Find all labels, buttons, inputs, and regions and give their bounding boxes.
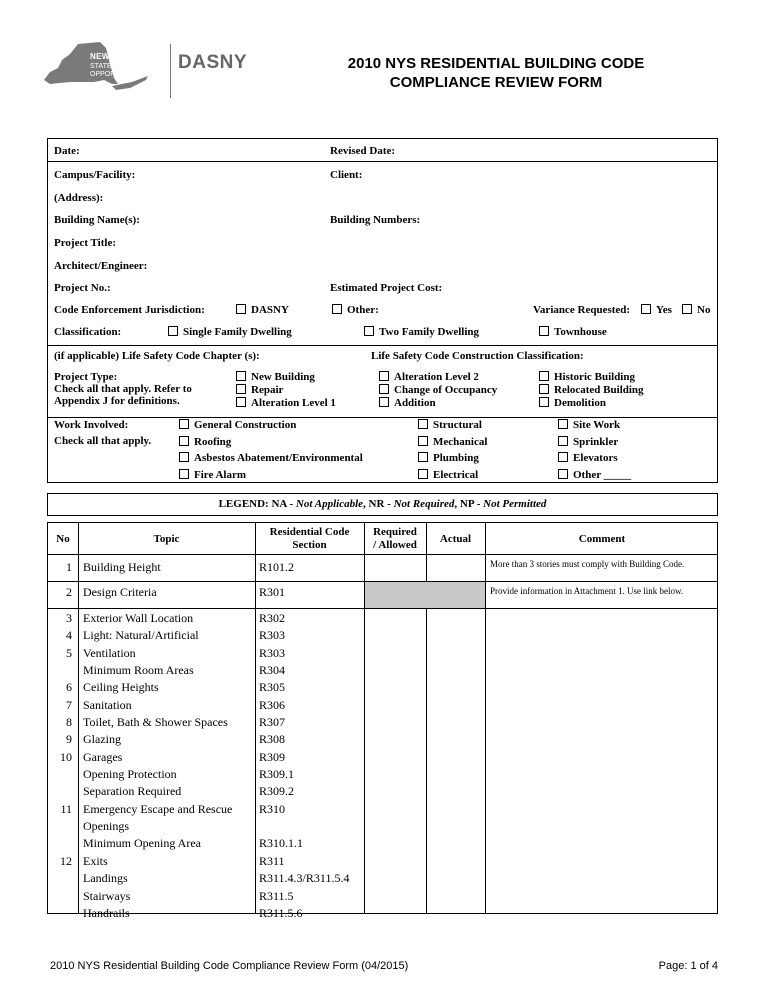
row-comment: More than 3 stories must comply with Building Code.	[490, 559, 685, 569]
row-topic: Glazing	[83, 732, 121, 747]
project-type-option[interactable]: Demolition	[539, 397, 644, 410]
col-topic-header: Topic	[153, 533, 180, 545]
jurisdiction-dasny-option[interactable]: DASNY	[236, 304, 289, 316]
checkbox[interactable]	[539, 371, 549, 381]
table-row	[48, 888, 717, 905]
address-label: (Address):	[54, 192, 104, 204]
row-number: 9	[66, 732, 72, 747]
row-topic: Emergency Escape and Rescue	[83, 801, 233, 816]
checkbox[interactable]	[379, 397, 389, 407]
table-row	[48, 610, 717, 627]
checkbox[interactable]	[418, 419, 428, 429]
row-section: R311	[259, 853, 285, 868]
work-option[interactable]: Asbestos Abatement/Environmental	[179, 450, 363, 467]
table-row	[48, 627, 717, 644]
checkbox[interactable]	[539, 397, 549, 407]
row-section: R305	[259, 680, 286, 695]
project-type-option[interactable]: Repair	[236, 384, 336, 397]
checkbox[interactable]	[236, 397, 246, 407]
logo-dasny: DASNY	[178, 52, 248, 73]
lsc-construction-label: Life Safety Code Construction Classification:	[371, 350, 584, 362]
row-number: 1	[66, 560, 72, 574]
legend-na: Not Applicable	[295, 498, 364, 510]
table-row	[48, 783, 717, 800]
work-option[interactable]: Roofing	[179, 434, 363, 451]
col-required-header: Required	[373, 526, 417, 538]
project-type-label: Project Type:	[54, 371, 118, 383]
row-section: R301	[259, 585, 286, 599]
checkbox[interactable]	[418, 436, 428, 446]
table-row	[48, 679, 717, 696]
page-number: Page: 1 of 4	[658, 960, 718, 972]
work-option[interactable]: Plumbing	[418, 450, 487, 467]
class-single-option[interactable]: Single Family Dwelling	[168, 326, 292, 338]
footer-form-title: 2010 NYS Residential Building Code Compliance Review Form (04/2015)	[50, 960, 409, 972]
logo-divider	[170, 44, 171, 98]
client-label: Client:	[330, 169, 363, 181]
row-topic: Toilet, Bath & Shower Spaces	[83, 715, 228, 730]
col-actual-header: Actual	[439, 533, 472, 545]
campus-label: Campus/Facility:	[54, 169, 136, 181]
row-topic: Exterior Wall Location	[83, 611, 194, 625]
row-section: R310.1.1	[259, 836, 304, 851]
checkbox[interactable]	[179, 436, 189, 446]
table-row	[48, 853, 717, 870]
checkbox[interactable]	[682, 304, 692, 314]
logo	[40, 38, 255, 100]
row-section: R304	[259, 663, 286, 678]
row-topic: Design Criteria	[83, 585, 157, 599]
col-comment-header: Comment	[578, 533, 626, 545]
work-option[interactable]: Sprinkler	[558, 434, 631, 451]
project-type-option[interactable]: Historic Building	[539, 371, 644, 384]
col-no-header: No	[56, 533, 70, 545]
table-row	[48, 697, 717, 714]
checkbox[interactable]	[179, 469, 189, 479]
row-section: R309.1	[259, 767, 295, 782]
architect-label: Architect/Engineer:	[54, 260, 148, 272]
table-row	[48, 645, 717, 662]
checkbox[interactable]	[236, 384, 246, 394]
checkbox[interactable]	[418, 469, 428, 479]
legend-np: Not Permitted	[483, 498, 547, 510]
checkbox[interactable]	[539, 326, 549, 336]
row-section: R303	[259, 645, 286, 660]
checkbox[interactable]	[558, 419, 568, 429]
checkbox[interactable]	[179, 419, 189, 429]
row-number: 8	[66, 715, 72, 730]
row-section: R308	[259, 732, 286, 747]
row-section: R302	[259, 611, 286, 625]
project-no-label: Project No.:	[54, 282, 111, 294]
table-row	[48, 766, 717, 783]
table-row	[48, 662, 717, 679]
logo-opportunity: OPPORTUNITY.	[90, 71, 142, 78]
row-section: R303	[259, 628, 286, 643]
table-row	[48, 835, 717, 852]
row-topic: Ventilation	[83, 645, 136, 660]
row-topic: Stairways	[83, 888, 131, 903]
page-subtitle: COMPLIANCE REVIEW FORM	[389, 74, 603, 91]
jurisdiction-label: Code Enforcement Jurisdiction:	[54, 304, 205, 316]
legend-nr: Not Required	[393, 498, 455, 510]
page-title: 2010 NYS RESIDENTIAL BUILDING CODE	[347, 55, 645, 72]
row-number: 10	[60, 749, 72, 764]
col-section-header-2: Section	[292, 539, 327, 551]
logo-new-york: NEW YORK	[90, 52, 137, 61]
work-option[interactable]: Mechanical	[418, 434, 487, 451]
row-topic: Opening Protection	[83, 767, 177, 782]
row-topic: Openings	[83, 819, 129, 834]
variance-yes-option[interactable]: Yes	[641, 304, 672, 316]
estimated-cost-label: Estimated Project Cost:	[330, 282, 443, 294]
row-topic: Landings	[83, 871, 128, 886]
checkbox[interactable]	[558, 469, 568, 479]
work-option[interactable]: Fire Alarm	[179, 467, 363, 484]
row-topic: Handrails	[83, 905, 130, 920]
row-number: 11	[60, 801, 72, 816]
shaded-cell	[365, 582, 485, 608]
row-section: R311.4.3/R311.5.4	[259, 871, 350, 886]
building-numbers-label: Building Numbers:	[330, 214, 421, 226]
jurisdiction-other-option[interactable]: Other:	[332, 304, 379, 316]
row-section: R311.5.6	[259, 905, 303, 920]
project-type-option[interactable]: Relocated Building	[539, 384, 644, 397]
col-required-header-2: / Allowed	[373, 539, 417, 551]
row-topic: Garages	[83, 749, 123, 764]
project-type-option[interactable]: Alteration Level 1	[236, 397, 336, 410]
row-comment: Provide information in Attachment 1. Use link below.	[490, 586, 684, 596]
building-names-label: Building Name(s):	[54, 214, 140, 226]
row-number: 12	[60, 853, 72, 868]
variance-label: Variance Requested:	[533, 304, 631, 316]
row-topic: Sanitation	[83, 697, 132, 712]
row-section: R309.2	[259, 784, 295, 799]
checkbox[interactable]	[379, 371, 389, 381]
revised-date-label: Revised Date:	[330, 145, 396, 157]
project-type-hint-2: Appendix J for definitions.	[54, 395, 180, 407]
project-info-form	[47, 138, 718, 483]
table-row	[48, 731, 717, 748]
work-option[interactable]: Other _____	[558, 467, 631, 484]
row-topic: Light: Natural/Artificial	[83, 628, 199, 643]
table-row	[48, 801, 717, 818]
class-two-option[interactable]: Two Family Dwelling	[364, 326, 479, 338]
row-section: R307	[259, 715, 286, 730]
row-topic: Ceiling Heights	[83, 680, 159, 695]
checkbox[interactable]	[364, 326, 374, 336]
checkbox[interactable]	[558, 452, 568, 462]
checkbox[interactable]	[236, 304, 246, 314]
class-townhouse-option[interactable]: Townhouse	[539, 326, 607, 338]
project-type-option[interactable]: Alteration Level 2	[379, 371, 497, 384]
variance-no-option[interactable]: No	[682, 304, 710, 316]
checkbox[interactable]	[539, 384, 549, 394]
table-row	[48, 714, 717, 731]
checkbox[interactable]	[168, 326, 178, 336]
table-row	[48, 749, 717, 766]
project-type-option[interactable]: Addition	[379, 397, 497, 410]
checkbox[interactable]	[332, 304, 342, 314]
row-number: 3	[66, 611, 72, 625]
work-option[interactable]: Elevators	[558, 450, 631, 467]
checkbox[interactable]	[558, 436, 568, 446]
row-number: 4	[66, 628, 72, 643]
work-option[interactable]: Site Work	[558, 417, 631, 434]
project-type-option[interactable]: Change of Occupancy	[379, 384, 497, 397]
date-label: Date:	[54, 145, 80, 157]
checkbox[interactable]	[236, 371, 246, 381]
row-topic: Building Height	[83, 560, 161, 574]
checkbox[interactable]	[179, 452, 189, 462]
row-section: R101.2	[259, 560, 295, 574]
row-section: R310	[259, 801, 286, 816]
lsc-chapter-label: (if applicable) Life Safety Code Chapter (s):	[54, 350, 260, 362]
row-topic: Separation Required	[83, 784, 182, 799]
work-option[interactable]: Electrical	[418, 467, 487, 484]
row-topic: Minimum Room Areas	[83, 663, 194, 678]
row-section: R311.5	[259, 888, 294, 903]
project-type-hint: Check all that apply. Refer to	[54, 383, 192, 395]
compliance-table	[47, 522, 718, 920]
row-section: R309	[259, 749, 286, 764]
project-title-label: Project Title:	[54, 237, 117, 249]
row-section: R306	[259, 697, 286, 712]
table-row	[48, 818, 717, 835]
row-number: 2	[66, 585, 72, 599]
row-number: 7	[66, 697, 72, 712]
checkbox[interactable]	[641, 304, 651, 314]
work-involved-hint: Check all that apply.	[54, 435, 152, 447]
work-option[interactable]: Structural	[418, 417, 487, 434]
classification-label: Classification:	[54, 326, 122, 338]
row-number: 6	[66, 680, 72, 695]
project-type-option[interactable]: New Building	[236, 371, 336, 384]
work-option[interactable]: General Construction	[179, 417, 363, 434]
row-number: 5	[66, 645, 72, 660]
checkbox[interactable]	[418, 452, 428, 462]
row-topic: Exits	[83, 853, 108, 868]
legend: LEGEND: NA - Not Applicable, NR - Not Required, NP - Not Permitted	[47, 493, 718, 516]
work-involved-label: Work Involved:	[54, 419, 129, 431]
checkbox[interactable]	[379, 384, 389, 394]
table-row	[48, 905, 717, 922]
row-topic: Minimum Opening Area	[83, 836, 201, 851]
col-section-header: Residential Code	[269, 526, 350, 538]
table-row	[48, 870, 717, 887]
logo-state-of: STATE OF	[90, 63, 124, 70]
